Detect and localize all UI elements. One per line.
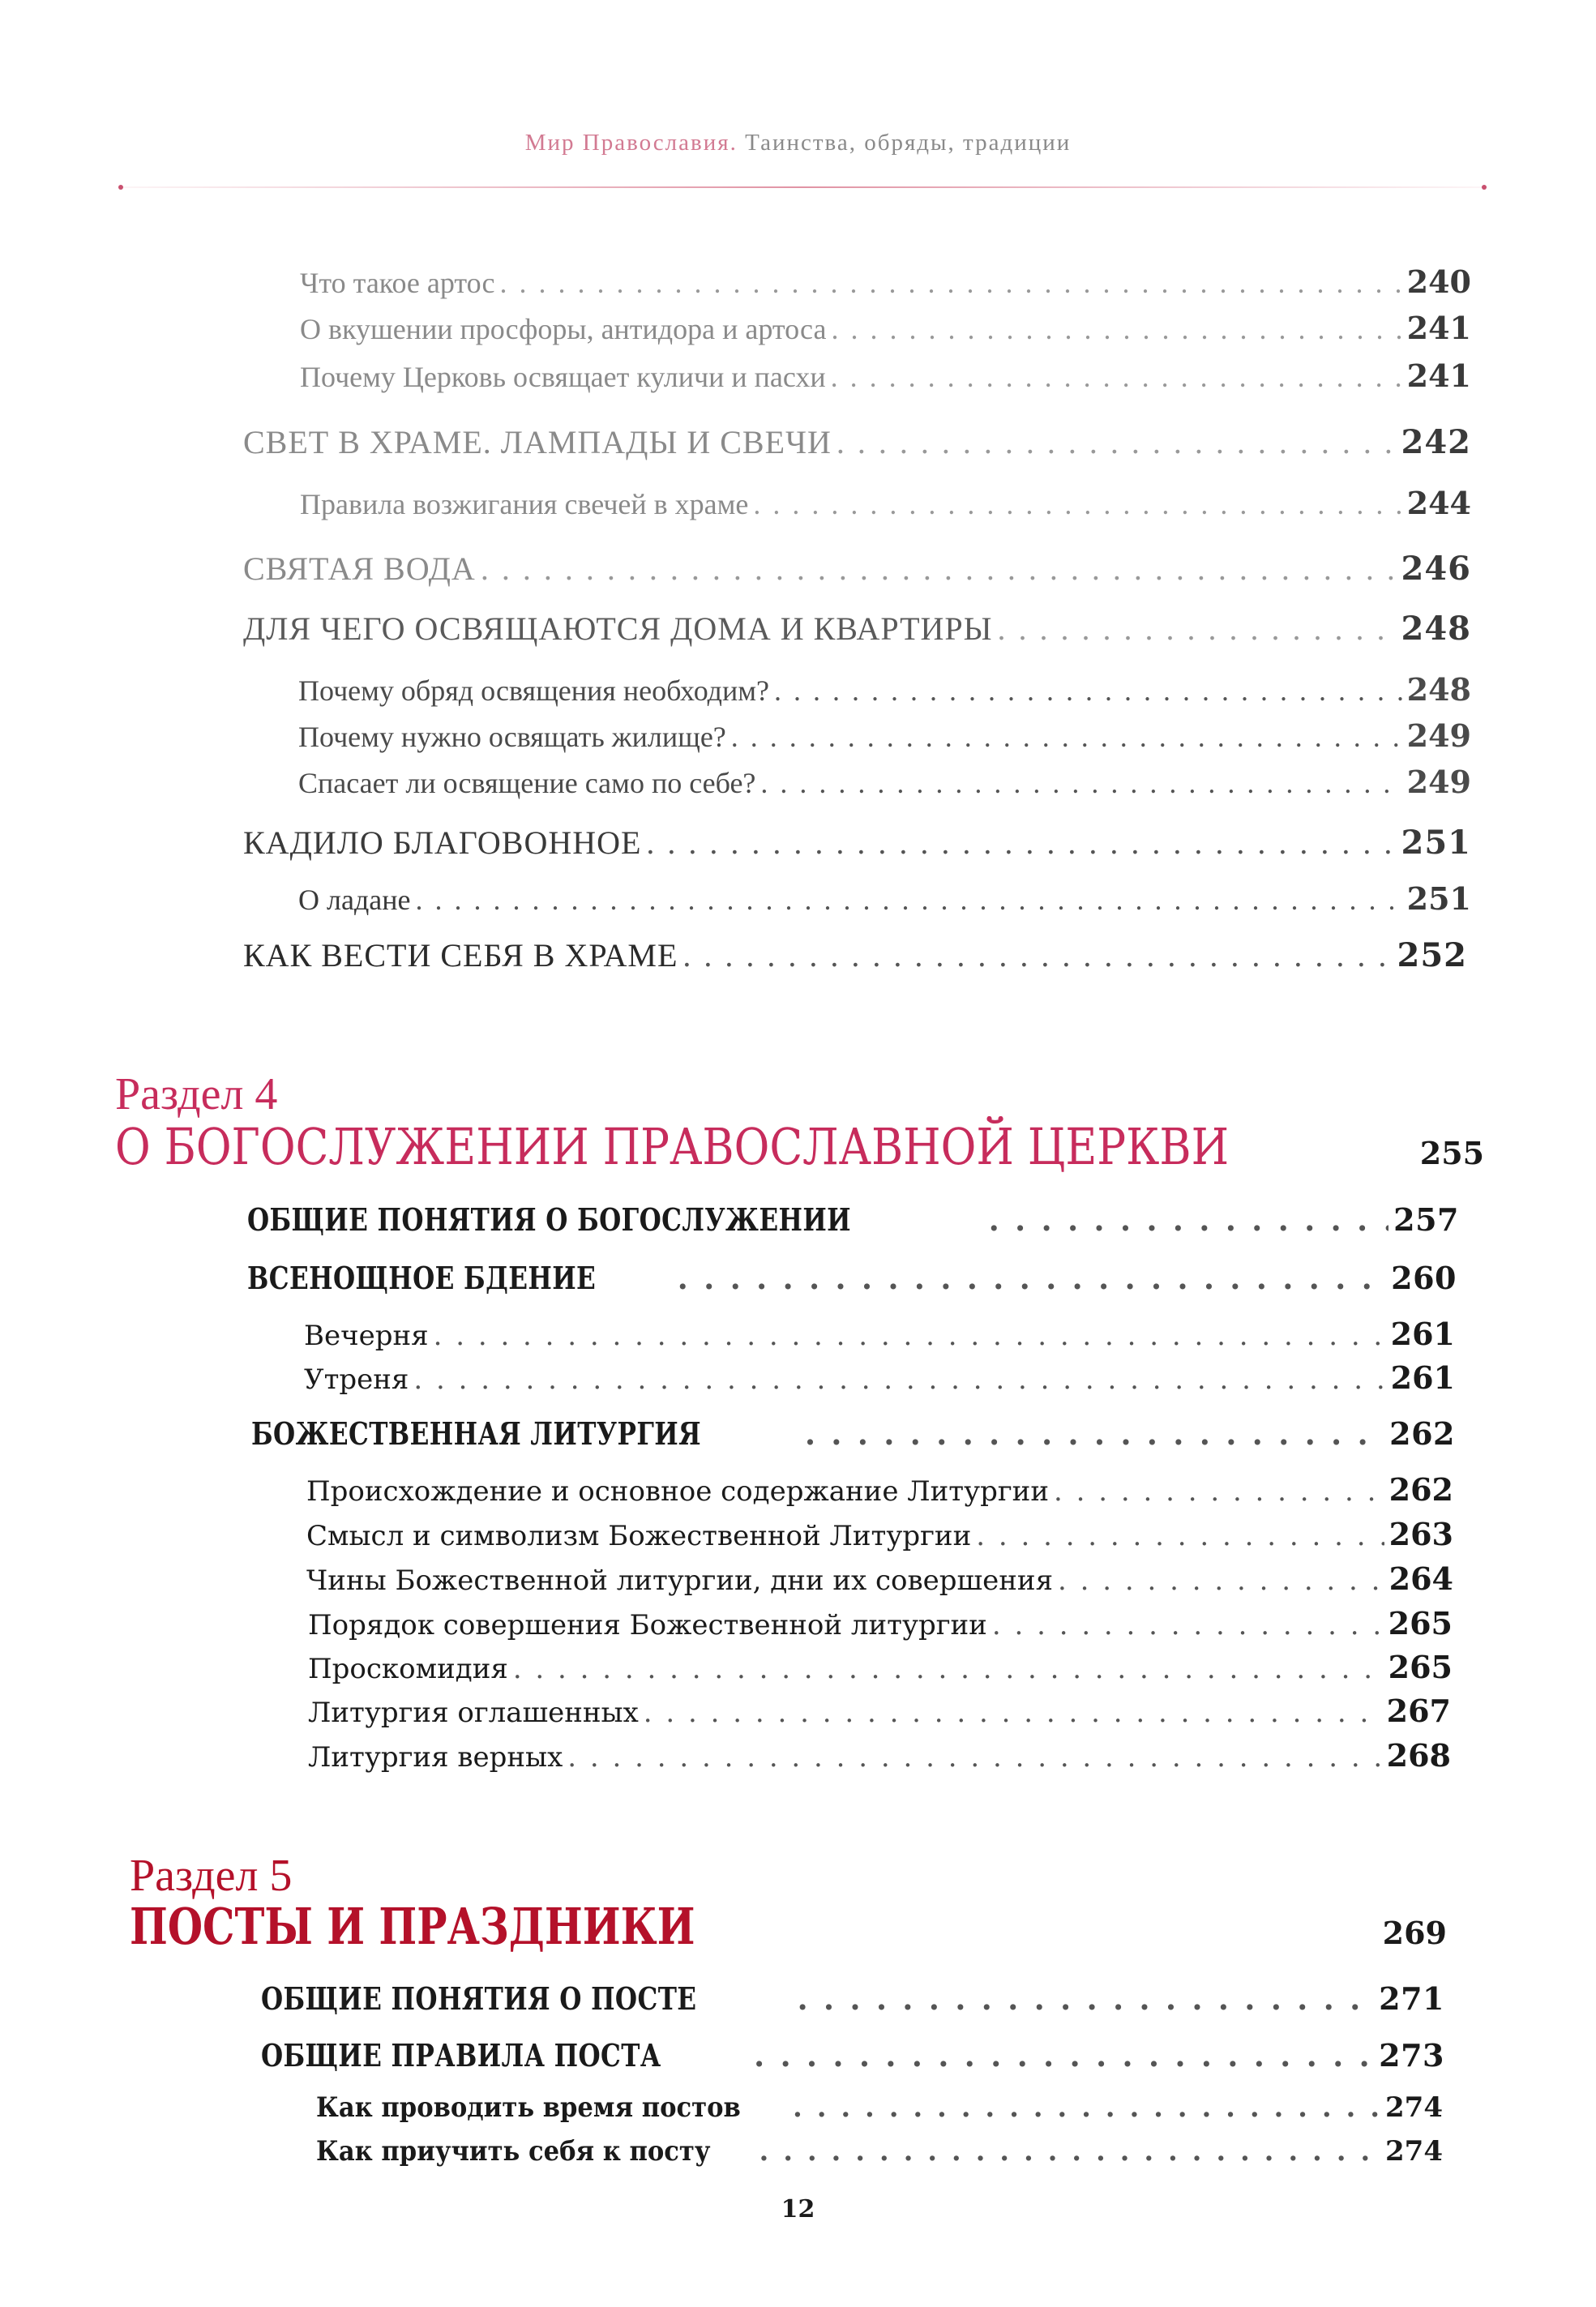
toc-entry-title: ВСЕНОЩНОЕ БДЕНИЕ: [247, 1260, 597, 1296]
toc-entry-title: О ладане: [298, 884, 411, 916]
toc-entry-page: 244: [1406, 485, 1471, 521]
toc-entry: [247, 1201, 1459, 1238]
toc-entry: [247, 1260, 1457, 1296]
toc-entry-title: Чины Божественной литургии, дни их совершения: [306, 1564, 1054, 1597]
toc-entry-page: 241: [1406, 310, 1471, 346]
toc-leader: [413, 1363, 1385, 1396]
toc-leader: [793, 2091, 1380, 2124]
toc-entry-page: 273: [1379, 2037, 1444, 2074]
page-number: 12: [781, 2195, 815, 2224]
toc-entry: [316, 2135, 1443, 2168]
toc-entry: [261, 2037, 1444, 2074]
toc-entry: [300, 310, 1471, 346]
toc-entry-page: 242: [1401, 423, 1471, 461]
toc-entry: [243, 550, 1471, 588]
toc-entry: [308, 1605, 1453, 1641]
toc-entry-title: Как приучить себя к посту: [316, 2135, 711, 2168]
toc-leader: [500, 266, 1402, 300]
toc-entry: [243, 610, 1471, 648]
header-rule: [122, 186, 1483, 188]
section-title-row: [130, 1897, 1447, 1956]
toc-entry-title: БОЖЕСТВЕННАЯ ЛИТУРГИЯ: [251, 1415, 702, 1452]
toc-entry: [308, 1693, 1451, 1729]
toc-entry-page: 241: [1406, 357, 1471, 394]
toc-leader: [644, 1697, 1382, 1729]
toc-entry-title: Почему нужно освящать жилище?: [298, 721, 726, 753]
toc-entry: [298, 880, 1471, 917]
toc-leader: [831, 312, 1401, 346]
toc-entry: [306, 1471, 1453, 1508]
toc-entry-page: 248: [1406, 671, 1471, 708]
toc-leader: [481, 550, 1397, 588]
toc-entry-title: КАДИЛО БЛАГОВОННОЕ: [243, 824, 642, 861]
book-subtitle: Таинства, обряды, традиции: [737, 130, 1072, 156]
toc-leader: [646, 824, 1396, 862]
toc-entry-page: 246: [1401, 550, 1471, 588]
toc-entry-title: ОБЩИЕ ПРАВИЛА ПОСТА: [261, 2037, 661, 2074]
toc-entry: [308, 1737, 1451, 1774]
toc-leader: [992, 1609, 1384, 1641]
toc-leader: [567, 1741, 1381, 1774]
toc-entry-title: Порядок совершения Божественной литургии: [308, 1609, 987, 1641]
toc-entry-page: 264: [1388, 1560, 1453, 1597]
toc-entry-page: 262: [1388, 1471, 1453, 1508]
toc-entry-title: Спасает ли освящение само по себе?: [298, 767, 756, 799]
toc-entry: [304, 1316, 1455, 1352]
toc-entry-page: 263: [1388, 1516, 1453, 1552]
toc-entry-page: 240: [1406, 263, 1471, 300]
toc-leader: [434, 1320, 1386, 1352]
section-title-row: [115, 1117, 1485, 1176]
section-title: ПОСТЫ И ПРАЗДНИКИ: [130, 1897, 695, 1956]
toc-entry: [300, 263, 1471, 300]
toc-entry-page: 274: [1385, 2135, 1443, 2168]
toc-entry-title: Происхождение и основное содержание Литургии: [306, 1475, 1050, 1508]
toc-entry-page: 267: [1386, 1693, 1451, 1729]
toc-entry-title: Как проводить время постов: [316, 2091, 741, 2124]
toc-entry: [261, 1980, 1444, 2017]
toc-entry: [308, 1649, 1453, 1685]
toc-entry-title: Смысл и символизм Божественной Литургии: [306, 1520, 972, 1552]
toc-entry-page: 261: [1390, 1359, 1455, 1396]
section-label: Раздел 4: [115, 1069, 278, 1119]
toc-leader: [998, 610, 1397, 648]
toc-entry-page: 252: [1397, 936, 1467, 974]
toc-entry-page: 249: [1406, 764, 1471, 800]
section-page: 269: [1382, 1915, 1447, 1951]
toc-entry-page: 268: [1386, 1737, 1451, 1774]
toc-leader: [774, 674, 1402, 708]
toc-entry-page: 262: [1389, 1415, 1455, 1452]
toc-leader: [1058, 1564, 1384, 1597]
toc-entry-page: 265: [1388, 1649, 1453, 1685]
toc-leader: [831, 360, 1402, 394]
toc-entry-title: Что такое артос: [300, 267, 495, 299]
toc-entry-title: СВЯТАЯ ВОДА: [243, 550, 476, 587]
toc-entry-page: 249: [1406, 717, 1471, 754]
toc-entry-title: О вкушении просфоры, антидора и артоса: [300, 313, 827, 345]
toc-leader: [989, 1201, 1389, 1238]
toc-entry: [300, 357, 1471, 394]
toc-entry-page: 251: [1401, 824, 1471, 862]
toc-entry-page: 261: [1390, 1316, 1455, 1352]
toc-leader: [760, 766, 1401, 800]
book-series-title: Мир Православия.: [524, 130, 738, 156]
toc-entry-title: ОБЩИЕ ПОНЯТИЯ О БОГОСЛУЖЕНИИ: [247, 1201, 852, 1238]
toc-entry-title: Литургия оглашенных: [308, 1697, 639, 1729]
toc-leader: [731, 720, 1402, 754]
toc-entry-title: Литургия верных: [308, 1741, 563, 1774]
toc-entry-page: 274: [1385, 2091, 1443, 2124]
section-page: 255: [1419, 1135, 1485, 1171]
toc-entry-page: 271: [1379, 1980, 1444, 2017]
toc-entry: [251, 1415, 1455, 1452]
toc-leader: [415, 883, 1401, 917]
toc-entry: [300, 485, 1471, 521]
toc-entry-page: 251: [1406, 880, 1471, 917]
toc-entry: [306, 1516, 1453, 1552]
toc-leader: [754, 2037, 1374, 2074]
toc-leader: [976, 1520, 1384, 1552]
running-header: [0, 130, 1596, 156]
toc-entry-title: ОБЩИЕ ПОНЯТИЯ О ПОСТЕ: [261, 1980, 697, 2017]
toc-entry-title: Утреня: [304, 1363, 409, 1396]
toc-entry: [243, 936, 1467, 974]
toc-leader: [805, 1415, 1384, 1452]
toc-entry-page: 248: [1401, 610, 1471, 648]
toc-entry: [298, 764, 1471, 800]
toc-leader: [797, 1980, 1374, 2017]
toc-leader: [678, 1260, 1387, 1296]
toc-leader: [753, 487, 1401, 521]
toc-leader: [513, 1653, 1384, 1685]
toc-leader: [1054, 1475, 1384, 1508]
toc-leader: [837, 423, 1397, 461]
toc-entry-title: Правила возжигания свечей в храме: [300, 488, 749, 520]
toc-entry: [298, 671, 1471, 708]
toc-leader: [759, 2135, 1380, 2168]
section-label: Раздел 5: [130, 1851, 293, 1901]
toc-entry-title: Проскомидия: [308, 1653, 508, 1685]
toc-entry: [306, 1560, 1453, 1597]
toc-entry-page: 260: [1391, 1260, 1457, 1296]
toc-entry-page: 265: [1388, 1605, 1453, 1641]
toc-entry-title: Почему Церковь освящает куличи и пасхи: [300, 361, 826, 393]
toc-entry-page: 257: [1393, 1201, 1459, 1238]
toc-entry: [243, 423, 1471, 461]
toc-entry-title: Почему обряд освящения необходим?: [298, 674, 769, 707]
toc-entry: [304, 1359, 1455, 1396]
toc-entry-title: Вечерня: [304, 1320, 429, 1352]
toc-entry-title: КАК ВЕСТИ СЕБЯ В ХРАМЕ: [243, 937, 678, 974]
section-title: О БОГОСЛУЖЕНИИ ПРАВОСЛАВНОЙ ЦЕРКВИ: [115, 1117, 1230, 1176]
toc-entry: [298, 717, 1471, 754]
toc-entry: [243, 824, 1471, 862]
toc-entry: [316, 2091, 1443, 2124]
toc-entry-title: СВЕТ В ХРАМЕ. ЛАМПАДЫ И СВЕЧИ: [243, 424, 832, 460]
toc-entry-title: ДЛЯ ЧЕГО ОСВЯЩАЮТСЯ ДОМА И КВАРТИРЫ: [243, 610, 993, 647]
toc-leader: [682, 936, 1392, 974]
